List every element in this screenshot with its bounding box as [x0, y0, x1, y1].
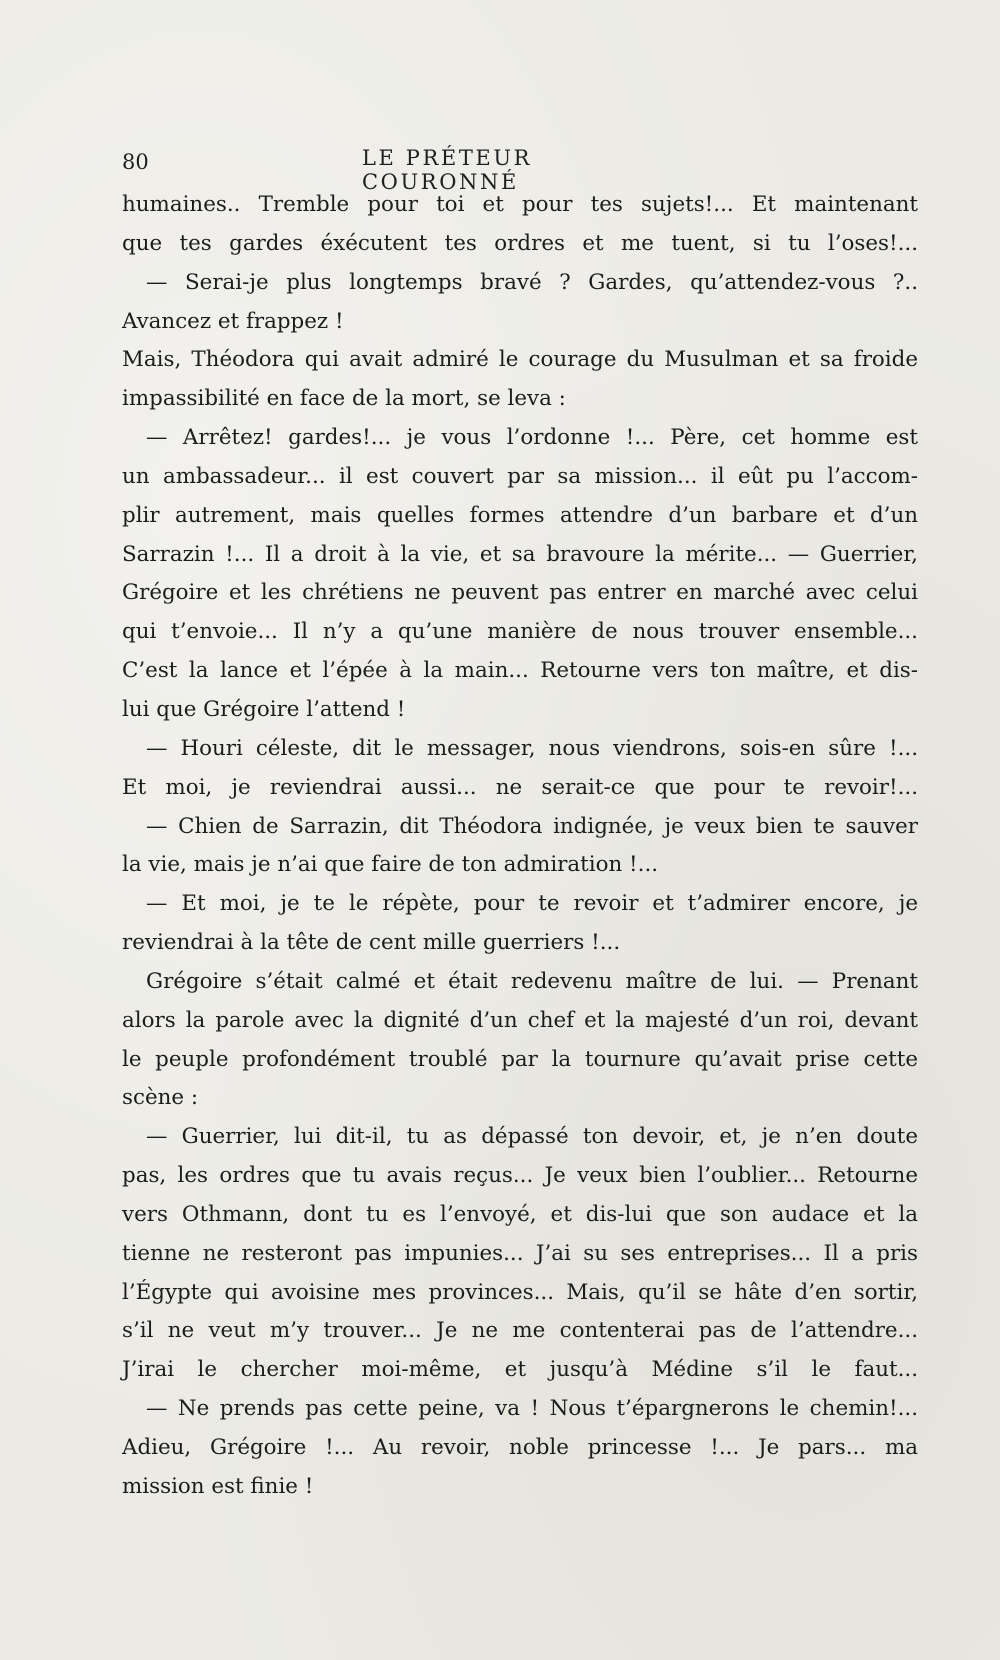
- text-line: — Ne prends pas cette peine, va ! Nous t’épargnerons le chemin!...: [146, 1396, 918, 1422]
- text-line: mission est finie !: [122, 1473, 314, 1499]
- text-line: Adieu, Grégoire !... Au revoir, noble princesse !... Je pars... ma: [122, 1435, 918, 1460]
- text-line: — Guerrier, lui dit-il, tu as dépassé ton devoir, et, je n’en doute: [146, 1124, 918, 1150]
- text-line: un ambassadeur... il est couvert par sa mission... il eût pu l’accom-: [122, 463, 918, 489]
- text-line: le peuple profondément troublé par la tournure qu’avait prise cette: [122, 1046, 918, 1072]
- text-line: — Houri céleste, dit le messager, nous viendrons, sois-en sûre !...: [146, 735, 918, 761]
- text-line: tienne ne resteront pas impunies... J’ai su ses entreprises... Il a pris: [122, 1240, 918, 1266]
- text-line: Avancez et frappez !: [122, 308, 344, 334]
- text-line: humaines.. Tremble pour toi et pour tes sujets!... Et maintenant: [122, 192, 918, 217]
- text-line: Grégoire et les chrétiens ne peuvent pas entrer en marché avec celui: [122, 580, 918, 606]
- text-line: Mais, Théodora qui avait admiré le courage du Musulman et sa froide: [122, 347, 918, 373]
- text-line: Grégoire s’était calmé et était redevenu maître de lui. — Prenant: [146, 968, 918, 994]
- text-line: lui que Grégoire l’attend !: [122, 696, 406, 722]
- text-line: Sarrazin !... Il a droit à la vie, et sa bravoure la mérite... — Guerrier,: [122, 541, 918, 567]
- text-line: qui t’envoie... Il n’y a qu’une manière de nous trouver ensemble...: [122, 619, 918, 645]
- text-line: — Et moi, je te le répète, pour te revoir et t’admirer encore, je: [146, 891, 918, 917]
- text-line: vers Othmann, dont tu es l’envoyé, et dis-lui que son audace et la: [122, 1201, 918, 1227]
- text-line: pas, les ordres que tu avais reçus... Je veux bien l’oublier... Retourne: [122, 1163, 918, 1189]
- text-line: reviendrai à la tête de cent mille guerriers !...: [122, 930, 621, 956]
- text-line: l’Égypte qui avoisine mes provinces... Mais, qu’il se hâte d’en sortir,: [122, 1279, 918, 1305]
- text-line: — Arrêtez! gardes!... je vous l’ordonne !... Père, cet homme est: [146, 425, 918, 451]
- text-line: la vie, mais je n’ai que faire de ton admiration !...: [122, 852, 659, 878]
- text-line: Et moi, je reviendrai aussi... ne serait-ce que pour te revoir!...: [122, 774, 918, 800]
- text-line: plir autrement, mais quelles formes attendre d’un barbare et d’un: [122, 502, 918, 528]
- page-number: 80: [122, 150, 149, 174]
- text-line: J’irai le chercher moi-même, et jusqu’à Médine s’il le faut...: [122, 1357, 918, 1383]
- text-line: alors la parole avec la dignité d’un chef et la majesté d’un roi, devant: [122, 1007, 918, 1033]
- text-line: C’est la lance et l’épée à la main... Retourne vers ton maître, et dis-: [122, 658, 918, 684]
- text-line: — Serai-je plus longtemps bravé ? Gardes, qu’attendez-vous ?..: [146, 269, 918, 295]
- text-line: — Chien de Sarrazin, dit Théodora indignée, je veux bien te sauver: [146, 813, 918, 839]
- body-text: [122, 186, 918, 1507]
- text-line: s’il ne veut m’y trouver... Je ne me contenterai pas de l’attendre...: [122, 1318, 918, 1344]
- text-line: que tes gardes éxécutent tes ordres et me tuent, si tu l’oses!...: [122, 230, 918, 256]
- text-line: impassibilité en face de la mort, se leva :: [122, 386, 566, 412]
- running-title: LE PRÉTEUR COURONNÉ: [362, 146, 533, 194]
- text-line: scène :: [122, 1085, 199, 1111]
- running-head: [122, 146, 682, 194]
